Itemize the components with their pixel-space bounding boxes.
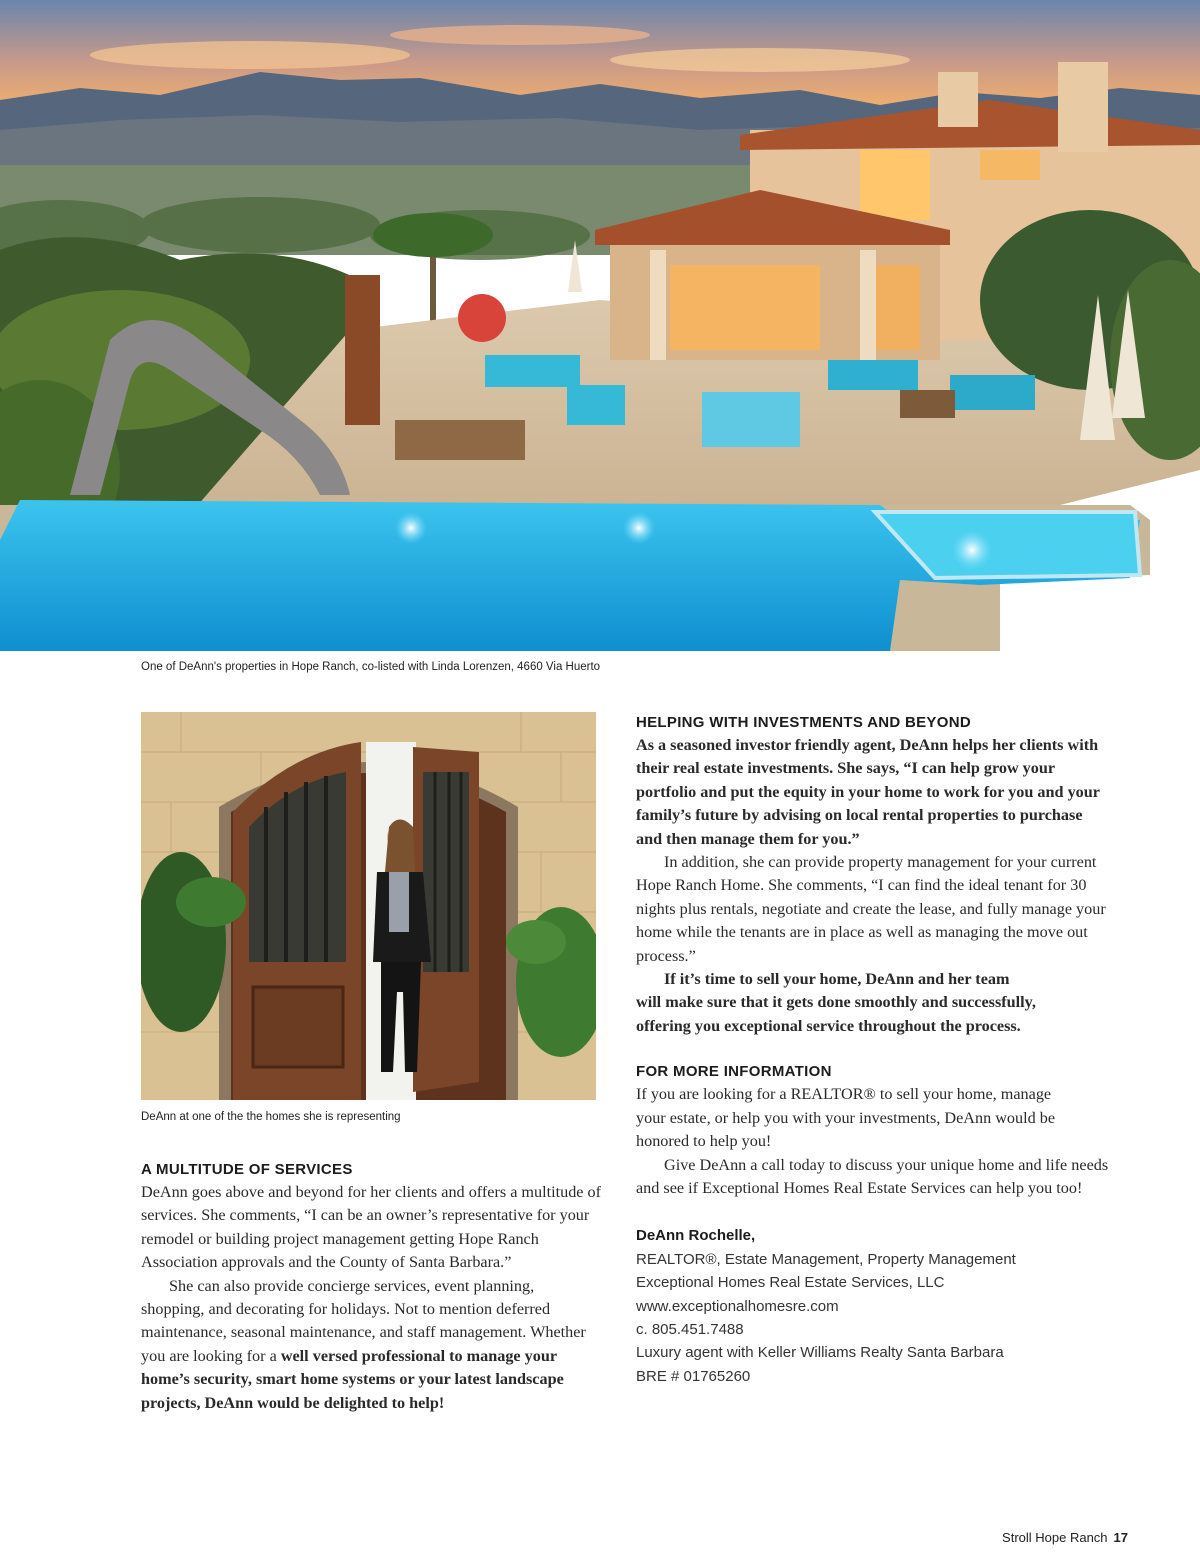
- left-door: [233, 742, 361, 1100]
- contact-website[interactable]: www.exceptionalhomesre.com: [636, 1297, 839, 1315]
- services-paragraph-2-text: She can also provide concierge services, event planning, shopping, and decorating for holidays. Not to mention deferred maintenance, seasonal maintenance, and staff management. Whether you are looking for a: [141, 1276, 586, 1365]
- contact-company: Exceptional Homes Real Estate Services, LLC: [636, 1274, 945, 1292]
- right-column: [636, 712, 1111, 1388]
- pizza-oven: [458, 294, 506, 342]
- heading-investments: HELPING WITH INVESTMENTS AND BEYOND: [636, 714, 971, 731]
- contact-affiliation: Luxury agent with Keller Williams Realty Santa Barbara: [636, 1344, 1004, 1362]
- hero-caption: One of DeAnn's properties in Hope Ranch, co-listed with Linda Lorenzen, 4660 Via Huerto: [141, 661, 601, 673]
- services-paragraph-1: DeAnn goes above and beyond for her clients and offers a multitude of services. She comments, “I can be an owner’s representative for your remodel or building project management getting Hope Ranch Association approvals and the County of Santa Barbara.”: [141, 1183, 602, 1272]
- portrait-photo: [141, 712, 596, 1100]
- more-info-paragraph-2: Give DeAnn a call today to discuss your unique home and life needs and see if Exceptional Homes Real Estate Services can help you too!: [636, 1155, 1109, 1197]
- services-paragraph-2: [141, 1275, 601, 1415]
- investments-paragraph-1: As a seasoned investor friendly agent, DeAnn helps her clients with their real estate investments. She says, “I can help grow your portfolio and put the equity in your home to work for you and your family’s future by advising on local rental properties to purchase and then manage them for you.”: [636, 736, 1100, 848]
- contact-name: DeAnn Rochelle,: [636, 1227, 756, 1245]
- contact-title: REALTOR®, Estate Management, Property Management: [636, 1250, 1016, 1268]
- hero-photo: [0, 0, 1200, 651]
- more-info-paragraph-1: If you are looking for a REALTOR® to sell your home, manage your estate, or help you with your investments, DeAnn would be honored to help you!: [636, 1085, 1056, 1151]
- heading-services: A MULTITUDE OF SERVICES: [141, 1161, 353, 1178]
- heading-more-info: FOR MORE INFORMATION: [636, 1063, 832, 1081]
- publication-name: Stroll Hope Ranch: [1002, 1530, 1108, 1545]
- portrait-caption: DeAnn at one of the the homes she is representing: [141, 1111, 401, 1123]
- contact-block: [636, 1224, 1111, 1388]
- contact-license: BRE # 01765260: [636, 1367, 751, 1385]
- outdoor-fireplace: [345, 275, 380, 425]
- left-column: [141, 1159, 601, 1415]
- page-number: 17: [1113, 1530, 1128, 1545]
- investments-paragraph-2: In addition, she can provide property management for your current Hope Ranch Home. She comments, “I can find the ideal tenant for 30 nights plus rentals, negotiate and create the lease, and fully manage your home while the tenants are in place as well as managing the move out process.”: [636, 853, 1106, 965]
- contact-phone[interactable]: c. 805.451.7488: [636, 1320, 744, 1338]
- services-paragraph-2-bold: well versed professional to manage your home’s security, smart home systems or your latest landscape projects, DeAnn would be delighted to help!: [141, 1346, 564, 1412]
- page-footer: [1002, 1530, 1128, 1545]
- investments-paragraph-3: If it’s time to sell your home, DeAnn and her team will make sure that it gets done smoothly and successfully, offering you exceptional service throughout the process.: [636, 970, 1036, 1035]
